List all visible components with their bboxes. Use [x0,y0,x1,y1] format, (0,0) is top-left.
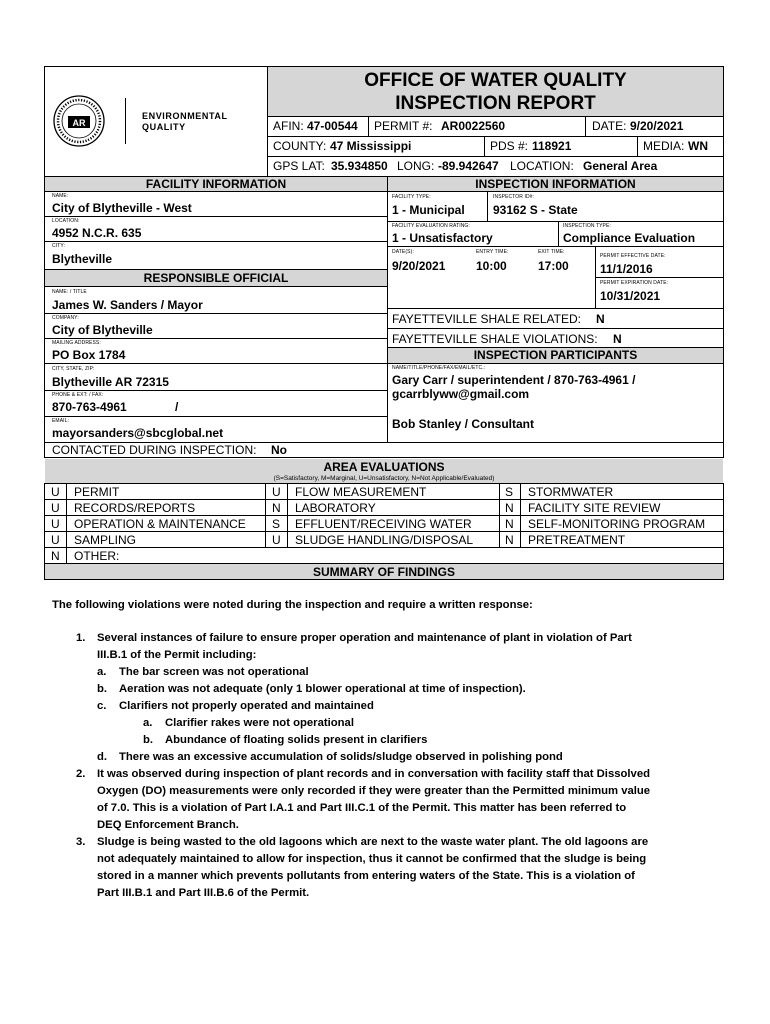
responsible-official-header: RESPONSIBLE OFFICIAL [143,271,289,285]
agency-name-line2: QUALITY [142,122,186,132]
eval-label-effluent: EFFLUENT/RECEIVING WATER [295,517,472,531]
permit-expiration-value: 10/31/2021 [600,289,661,303]
agency-seal-icon [53,95,105,147]
report-title-line2: INSPECTION REPORT [395,93,596,114]
eval-label-other: OTHER: [74,549,120,563]
inspection-info-header: INSPECTION INFORMATION [475,177,636,191]
mailing-address-label: MAILING ADDRESS: [52,340,101,346]
email-label: EMAIL: [52,418,69,424]
facility-type-value: 1 - Municipal [392,203,465,217]
area-evaluations-legend: (S=Satisfactory, M=Marginal, U=Unsatisfactory, N=Not Applicable/Evaluated) [273,475,495,482]
facility-location-label: LOCATION: [52,218,80,224]
facility-city-label: CITY: [52,243,66,249]
eval-label-sampling: SAMPLING [74,533,137,547]
gps-lat-value: 35.934850 [331,159,388,173]
eval-label-self-monitoring: SELF-MONITORING PROGRAM [528,517,706,531]
shale-related-value: N [596,312,605,326]
entry-time-value: 10:00 [476,259,507,273]
finding-2-line1: It was observed during inspection of plant records and in conversation with facility staff that Dissolved [97,768,651,780]
finding-1b-text: Aeration was not adequate (only 1 blower operational at time of inspection). [119,683,526,695]
eval-code-pretreatment: N [505,533,514,547]
eval-code-other: N [51,549,60,563]
eval-label-operation: OPERATION & MAINTENANCE [74,517,246,531]
permit-label: PERMIT #: [374,119,433,133]
eval-label-permit: PERMIT [74,485,120,499]
eval-code-permit: U [51,485,60,499]
rating-value: 1 - Unsatisfactory [392,231,493,245]
mailing-address-value: PO Box 1784 [52,348,126,362]
finding-3-line2: not adequately maintained to allow for inspection, thus it cannot be confirmed that the sludge is being [97,853,647,865]
report-title-line1: OFFICE OF WATER QUALITY [364,70,627,91]
finding-1c-b-number: b. [143,734,154,746]
finding-1c-a-text: Clarifier rakes were not operational [165,717,354,729]
inspector-id-label: INSPECTOR ID#: [493,194,535,200]
participant-1-line1: Gary Carr / superintendent / 870-763-4961 / [392,373,636,387]
phone-fax-label: PHONE & EXT: / FAX: [52,392,104,398]
permit-effective-label: PERMIT EFFECTIVE DATE: [600,253,666,259]
finding-1a-number: a. [97,666,107,678]
pds-label: PDS #: [490,139,529,153]
inspection-type-value: Compliance Evaluation [563,231,696,245]
eval-code-stormwater: S [505,485,514,499]
dates-value: 9/20/2021 [392,259,446,273]
participants-label: NAME/TITLE/PHONE/FAX/EMAIL/ETC.: [392,365,486,371]
facility-info-header: FACILITY INFORMATION [145,177,287,191]
media-value: WN [688,139,708,153]
facility-name-label: NAME: [52,193,69,199]
finding-1c-a-number: a. [143,717,153,729]
inspector-id-value: 93162 S - State [493,203,578,217]
gps-lat-label: GPS LAT: [273,159,325,173]
finding-1c-text: Clarifiers not properly operated and maintained [119,700,374,712]
finding-1c-b-text: Abundance of floating solids present in clarifiers [165,734,428,746]
participants-header: INSPECTION PARTICIPANTS [473,348,638,362]
permit-value: AR0022560 [441,119,506,133]
finding-1d-text: There was an excessive accumulation of solids/sludge observed in polishing pond [119,751,563,763]
eval-code-site-review: N [505,501,514,515]
exit-time-value: 17:00 [538,259,569,273]
email-value: mayorsanders@sbcglobal.net [52,426,224,440]
facility-name-value: City of Blytheville - West [52,201,192,215]
rating-label: FACILITY EVALUATION RATING: [392,223,470,229]
eval-label-laboratory: LABORATORY [295,501,376,515]
agency-name-line1: ENVIRONMENTAL [142,111,228,121]
participant-2: Bob Stanley / Consultant [392,417,535,431]
county-value: 47 Mississippi [330,139,412,153]
eval-code-flow: U [272,485,281,499]
eval-code-effluent: S [272,517,281,531]
phone-value: 870-763-4961 [52,400,127,414]
facility-city-value: Blytheville [52,252,113,266]
finding-2-line2: Oxygen (DO) measurements were only recorded if they were greater than the Permitted minimum value [97,785,651,797]
facility-type-label: FACILITY TYPE: [392,194,431,200]
shale-related-label: FAYETTEVILLE SHALE RELATED: [392,312,581,326]
location-value: General Area [583,159,658,173]
finding-1b-number: b. [97,683,108,695]
company-label: COMPANY: [52,315,79,321]
eval-code-sampling: U [51,533,60,547]
contacted-value: No [271,443,287,457]
facility-location-value: 4952 N.C.R. 635 [52,226,142,240]
eval-label-pretreatment: PRETREATMENT [528,533,626,547]
eval-label-stormwater: STORMWATER [528,485,614,499]
dates-label: DATE(S): [392,249,414,255]
finding-1d-number: d. [97,751,108,763]
company-value: City of Blytheville [52,323,153,337]
date-label: DATE: [592,119,627,133]
gps-long-label: LONG: [397,159,435,173]
finding-3-line1: Sludge is being wasted to the old lagoons which are next to the waste water plant. The old lagoons are [97,836,649,848]
finding-2-line4: DEQ Enforcement Branch. [97,819,239,831]
eval-label-site-review: FACILITY SITE REVIEW [528,501,661,515]
svg-text:AR: AR [72,118,86,128]
official-name-label: NAME: / TITLE [52,289,87,295]
participant-1-line2: gcarrblyww@gmail.com [392,387,530,401]
finding-3-line4: Part III.B.1 and Part III.B.6 of the Permit. [97,887,310,899]
gps-long-value: -89.942647 [438,159,499,173]
city-state-zip-label: CITY, STATE, ZIP: [52,366,95,372]
official-name-value: James W. Sanders / Mayor [52,298,203,312]
area-evaluations-header: AREA EVALUATIONS [323,460,445,474]
location-label: LOCATION: [510,159,574,173]
eval-code-records: U [51,501,60,515]
eval-code-operation: U [51,517,60,531]
eval-code-self-monitoring: N [505,517,514,531]
findings-intro: The following violations were noted during the inspection and require a written response: [52,599,533,611]
permit-effective-value: 11/1/2016 [600,262,653,276]
contacted-label: CONTACTED DURING INSPECTION: [52,443,257,457]
finding-2-number: 2. [76,768,86,780]
finding-1a-text: The bar screen was not operational [119,666,309,678]
findings-header: SUMMARY OF FINDINGS [312,565,455,579]
finding-1-number: 1. [76,632,86,644]
eval-label-sludge: SLUDGE HANDLING/DISPOSAL [295,533,474,547]
entry-time-label: ENTRY TIME: [476,249,509,255]
finding-3-line3: stored in a manner which prevents pollutants from entering waters of the State. This is a violation of [97,870,635,882]
media-label: MEDIA: [643,139,685,153]
permit-expiration-label: PERMIT EXPIRATION DATE: [600,280,669,286]
pds-value: 118921 [532,139,572,153]
logo-divider [125,98,126,144]
finding-1-line1: Several instances of failure to ensure proper operation and maintenance of plant in violation of Part [97,632,632,644]
finding-3-number: 3. [76,836,86,848]
finding-1c-number: c. [97,700,107,712]
county-label: COUNTY: [273,139,327,153]
eval-code-laboratory: N [272,501,281,515]
shale-violations-value: N [613,332,622,346]
city-state-zip-value: Blytheville AR 72315 [52,375,169,389]
finding-2-line3: of 7.0. This is a violation of Part I.A.1 and Part III.C.1 of the Permit. This matter has been referred to [97,802,627,814]
finding-1-line2: III.B.1 of the Permit including: [97,649,257,661]
date-value: 9/20/2021 [630,119,684,133]
shale-violations-label: FAYETTEVILLE SHALE VIOLATIONS: [392,332,598,346]
eval-code-sludge: U [272,533,281,547]
afin-value: 47-00544 [307,119,358,133]
afin-label: AFIN: [273,119,304,133]
exit-time-label: EXIT TIME: [538,249,565,255]
eval-label-records: RECORDS/REPORTS [74,501,196,515]
eval-label-flow: FLOW MEASUREMENT [295,485,427,499]
inspection-type-label: INSPECTION TYPE: [563,223,611,229]
fax-separator: / [175,400,179,414]
